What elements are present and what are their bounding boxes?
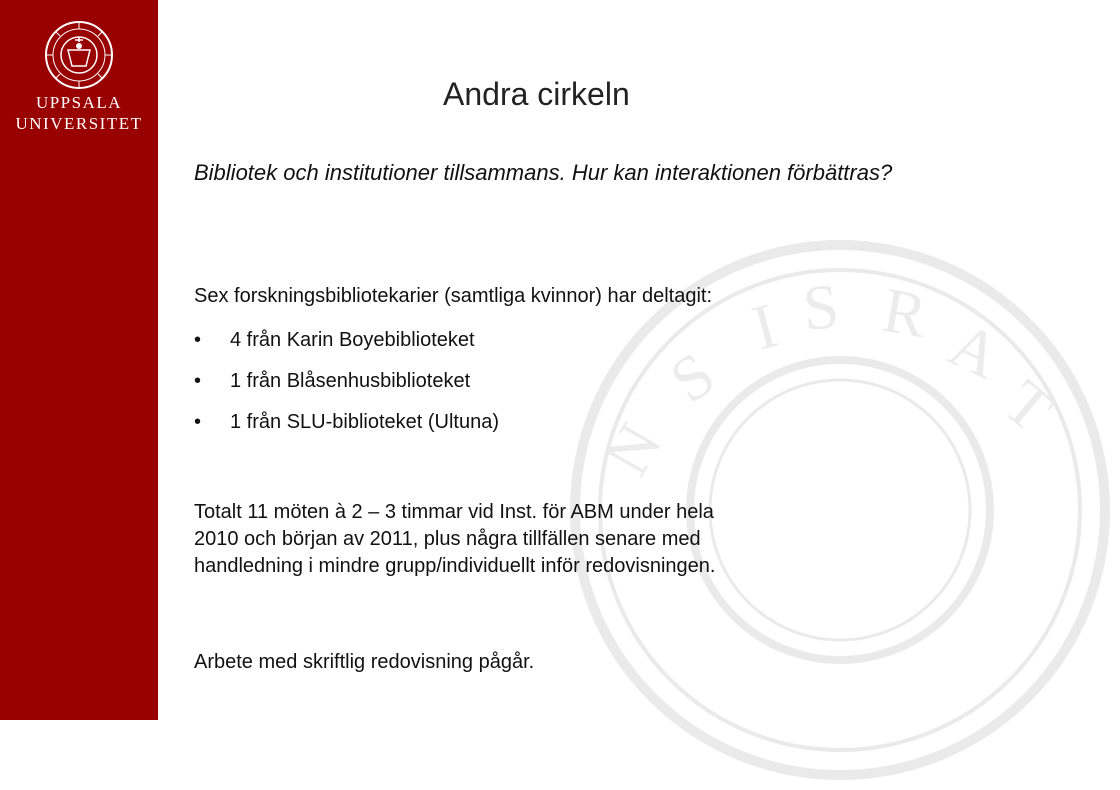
list-item-text: 4 från Karin Boyebiblioteket xyxy=(230,329,475,351)
summary-line: 2010 och början av 2011, plus några tillfällen senare med xyxy=(194,528,701,550)
slide-title: Andra cirkeln xyxy=(443,76,630,112)
bullet-icon: • xyxy=(194,370,202,392)
list-item-text: 1 från Blåsenhusbiblioteket xyxy=(230,370,471,392)
participants-intro: Sex forskningsbibliotekarier (samtliga kvinnor) har deltagit: xyxy=(194,285,713,307)
svg-text:N: N xyxy=(590,411,676,487)
svg-text:A: A xyxy=(939,308,1011,393)
university-seal-logo xyxy=(44,20,114,90)
svg-text:S: S xyxy=(657,337,728,417)
svg-text:S: S xyxy=(800,270,842,344)
summary-line: handledning i mindre grupp/individuellt inför redovisningen. xyxy=(194,555,716,577)
bullet-icon: • xyxy=(194,411,202,433)
svg-text:I: I xyxy=(745,289,785,364)
bullet-icon: • xyxy=(194,329,202,351)
svg-text:R: R xyxy=(877,273,932,352)
list-item-text: 1 från SLU-biblioteket (Ultuna) xyxy=(230,411,500,433)
status-note: Arbete med skriftlig redovisning pågår. xyxy=(194,651,535,673)
meetings-summary xyxy=(194,499,914,580)
slide-question: Bibliotek och institutioner tillsammans. Hur kan interaktionen förbättras? xyxy=(194,160,893,185)
svg-text:T: T xyxy=(991,366,1067,446)
university-name-line2: UNIVERSITET xyxy=(15,114,143,133)
summary-line: Totalt 11 möten à 2 – 3 timmar vid Inst. för ABM under hela xyxy=(194,501,714,523)
university-name-line1: UPPSALA xyxy=(35,93,123,112)
brand-sidebar xyxy=(0,0,158,720)
